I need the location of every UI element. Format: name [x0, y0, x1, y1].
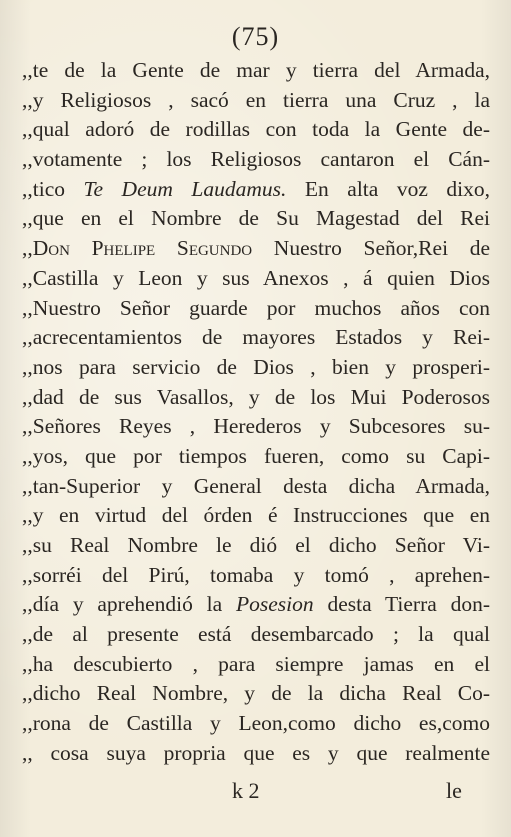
text-segment: desta Tierra don-	[313, 592, 490, 617]
text-segment: ,,	[22, 236, 33, 261]
page-number: (75)	[231, 22, 280, 51]
text-segment: Posesion	[236, 592, 314, 617]
text-line	[22, 590, 490, 620]
text-line	[22, 353, 490, 383]
text-segment: ,,dad de sus Vasallos, y de los Mui Poderosos	[22, 384, 490, 409]
catchword: le	[446, 778, 462, 803]
text-segment: ,,día y aprehendió la	[22, 592, 236, 617]
text-line	[22, 650, 490, 680]
text-segment: ,, cosa suya propria que es y que realmente	[22, 740, 490, 765]
text-segment: ,,qual adoró de rodillas con toda la Gente de-	[22, 117, 490, 142]
text-line	[22, 620, 490, 650]
text-line	[22, 115, 490, 145]
text-line	[22, 145, 490, 175]
text-segment: ,,rona de Castilla y Leon,como dicho es,como	[22, 711, 490, 736]
text-line	[22, 383, 490, 413]
text-segment: ,,yos, que por tiempos fueren, como su Capi-	[22, 443, 490, 468]
text-line	[22, 175, 490, 205]
text-line	[22, 323, 490, 353]
text-line	[22, 561, 490, 591]
text-segment: ,,que en el Nombre de Su Magestad del Rei	[22, 206, 490, 231]
text-line	[22, 472, 490, 502]
text-segment: ,,y en virtud del órden é Instrucciones que en	[22, 503, 490, 528]
body-text	[22, 56, 490, 769]
text-segment: Nuestro Señor,Rei de	[252, 236, 490, 261]
signature-mark: k 2	[232, 778, 260, 803]
text-line	[22, 442, 490, 472]
text-segment: ,,Nuestro Señor guarde por muchos años con	[22, 295, 490, 320]
text-segment: ,,tan-Superior y General desta dicha Armada,	[22, 473, 490, 498]
text-segment: ,,nos para servicio de Dios , bien y prosperi-	[22, 354, 490, 379]
text-line	[22, 56, 490, 86]
text-line	[22, 679, 490, 709]
text-segment: ,,votamente ; los Religiosos cantaron el Cán-	[22, 147, 490, 172]
text-line	[22, 234, 490, 264]
text-line	[22, 709, 490, 739]
text-line	[22, 264, 490, 294]
text-segment: ,,sorréi del Pirú, tomaba y tomó , aprehen-	[22, 562, 490, 587]
text-segment: Te Deum Laudamus.	[83, 176, 287, 201]
text-line	[22, 294, 490, 324]
text-line	[22, 739, 490, 769]
text-segment: ,,tico	[22, 176, 84, 201]
text-segment: ,,Castilla y Leon y sus Anexos , á quien Dios	[22, 265, 490, 290]
text-line	[22, 412, 490, 442]
text-segment: ,,acrecentamientos de mayores Estados y Rei-	[22, 325, 490, 350]
text-segment: ,,Señores Reyes , Herederos y Subcesores su-	[22, 414, 490, 439]
text-line	[22, 531, 490, 561]
text-segment: ,,te de la Gente de mar y tierra del Armada,	[22, 58, 490, 82]
text-segment: ,,su Real Nombre le dió el dicho Señor Vi-	[22, 533, 490, 557]
text-segment: Don Phelipe Segundo	[32, 236, 253, 261]
text-segment: ,,y Religiosos , sacó en tierra una Cruz , la	[22, 87, 490, 112]
text-segment: ,,ha descubierto , para siempre jamas en el	[22, 651, 490, 676]
text-line	[22, 204, 490, 234]
text-line	[22, 501, 490, 531]
page-footer	[0, 778, 511, 808]
text-segment: ,,de al presente está desembarcado ; la qual	[22, 622, 490, 647]
text-segment: ,,dicho Real Nombre, y de la dicha Real Co-	[22, 681, 490, 706]
text-line	[22, 86, 490, 116]
text-segment: En alta voz dixo,	[286, 176, 490, 201]
